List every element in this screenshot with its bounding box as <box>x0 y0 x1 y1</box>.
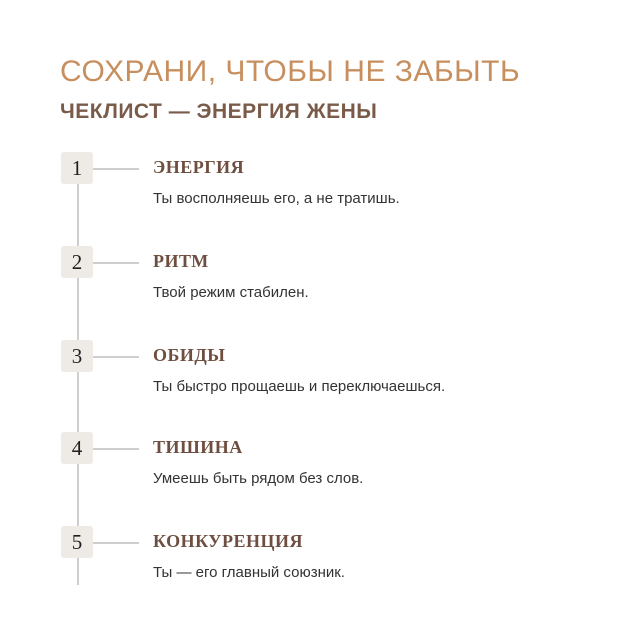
item-heading: КОНКУРЕНЦИЯ <box>153 531 304 551</box>
item-connector <box>93 262 139 264</box>
item-description: Твой режим стабилен. <box>153 284 309 301</box>
item-heading: ЭНЕРГИЯ <box>153 157 245 177</box>
item-description: Ты восполняешь его, а не тратишь. <box>153 190 400 207</box>
item-heading: ОБИДЫ <box>153 345 226 365</box>
item-number-badge: 2 <box>61 246 93 278</box>
item-description: Ты быстро прощаешь и переключаешься. <box>153 378 446 395</box>
checklist-item-5 <box>0 526 640 596</box>
item-number-badge: 5 <box>61 526 93 558</box>
item-number-badge: 4 <box>61 432 93 464</box>
item-heading: РИТМ <box>153 251 209 271</box>
checklist-item-3 <box>0 340 640 410</box>
checklist-item-1 <box>0 152 640 222</box>
checklist-item-2 <box>0 246 640 316</box>
item-description: Умеешь быть рядом без слов. <box>153 470 364 487</box>
item-connector <box>93 168 139 170</box>
item-connector <box>93 542 139 544</box>
item-description: Ты — его главный союзник. <box>153 564 345 581</box>
item-connector <box>93 448 139 450</box>
item-number-badge: 1 <box>61 152 93 184</box>
item-heading: ТИШИНА <box>153 437 243 457</box>
page-title: СОХРАНИ, ЧТОБЫ НЕ ЗАБЫТЬ <box>60 55 521 88</box>
page-subtitle: ЧЕКЛИСТ — ЭНЕРГИЯ ЖЕНЫ <box>60 100 378 123</box>
item-number-badge: 3 <box>61 340 93 372</box>
checklist-item-4 <box>0 432 640 502</box>
item-connector <box>93 356 139 358</box>
